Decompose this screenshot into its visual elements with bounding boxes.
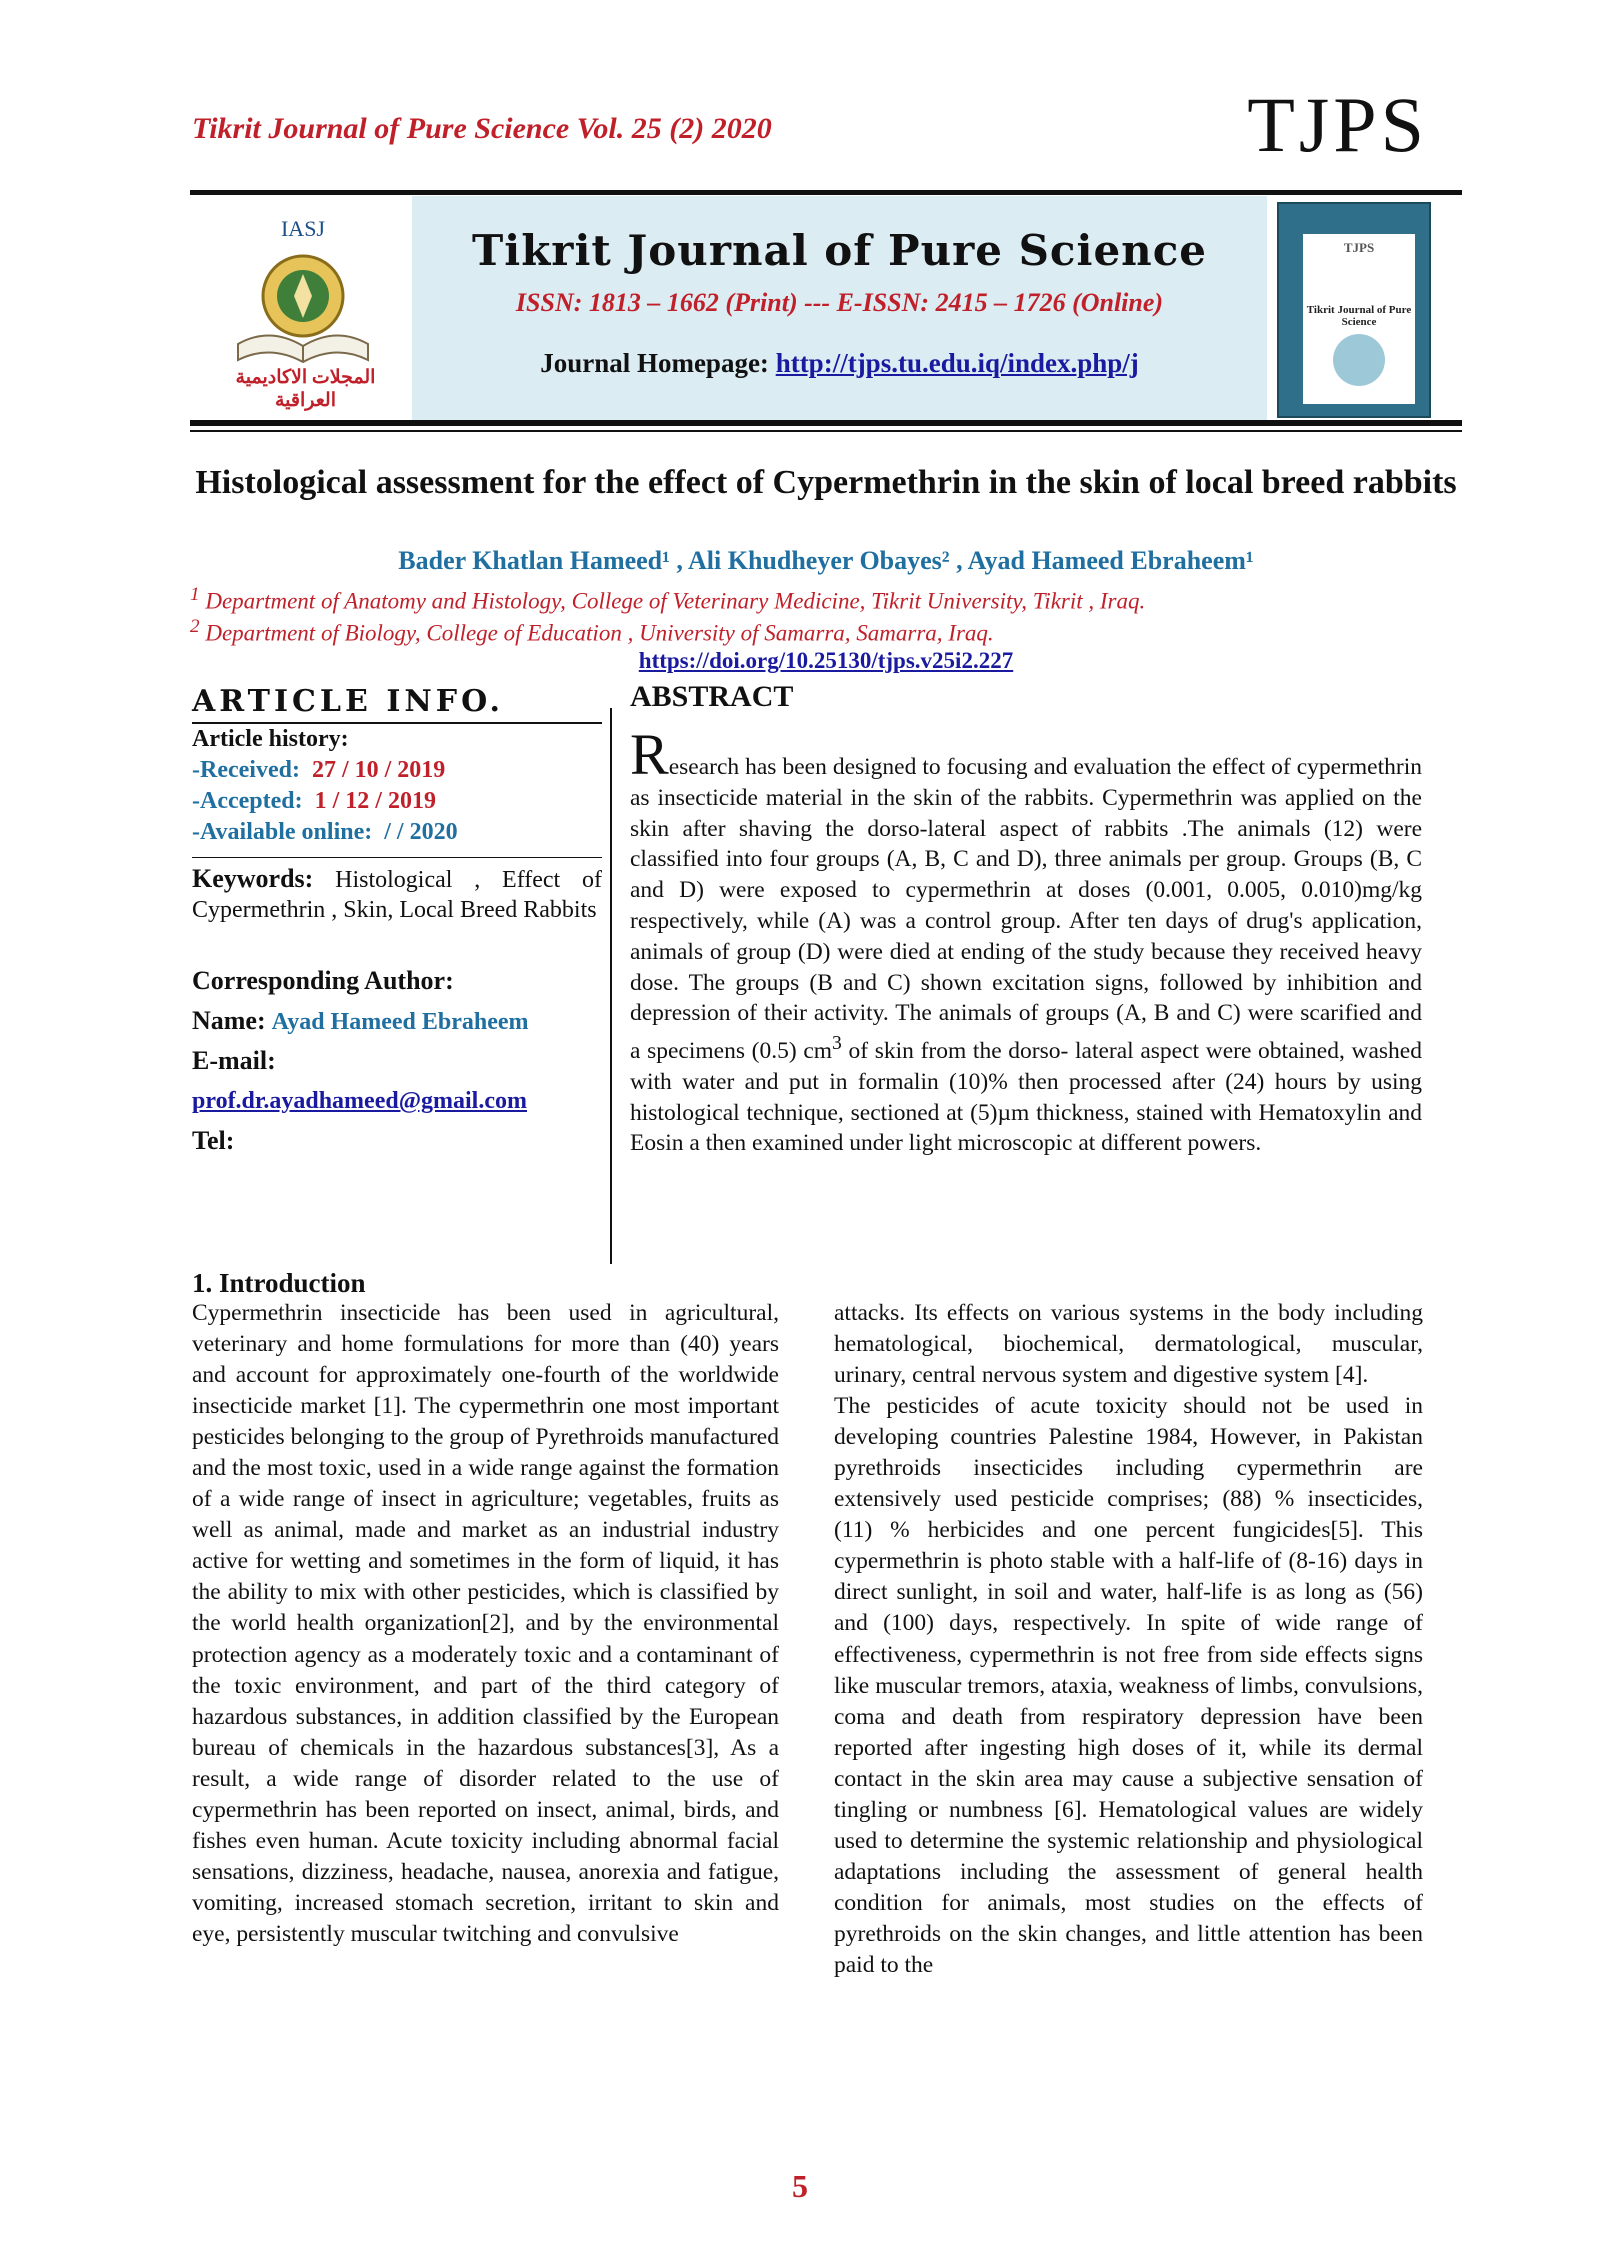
history-divider [192,857,602,858]
corresponding-author-label: Corresponding Author: [192,966,454,995]
abstract-dropcap: R [630,722,669,787]
journal-homepage [412,348,1267,379]
article-info-rule [192,722,602,724]
banner-center [412,196,1267,422]
cover-image [1277,202,1431,418]
introduction-column-2 [834,1298,1423,1981]
journal-name: Tikrit Journal of Pure Science [472,226,1207,275]
issn-line: ISSN: 1813 – 1662 (Print) --- E-ISSN: 2415 – 1726 (Online) [515,288,1164,317]
affiliation-1: $^1$ Department of Anatomy and Histology, College of Veterinary Medicine, Tikrit University, Tikrit , Iraq. [190,584,1146,614]
banner-bottom-thin-rule [190,430,1462,432]
book-emblem-icon [208,234,398,384]
paragraph: The pesticides of acute toxicity should not be used in developing countries Palestine 1984, However, in Pakistan pyrethroids insecticides including cypermethrin are extensively used pesticide comprises; (88) % insecticides, (11) % herbicides and one percent fungicides[5]. This cypermethrin is photo stable with a half-life of (8-16) days in direct sunlight, in soil and water, half-life is as long as (56) and (100) days, respectively. In spite of wide range of effectiveness, cypermethrin is not free from side effects signs like muscular tremors, ataxia, weakness of limbs, convulsions, coma and death from respiratory depression have been reported after ingesting high doses of it, while its dermal contact in the skin area may cause a subjective sensation of tingling or numbness [6]. Hematological values are widely used to determine the systemic relationship and physiological adaptations including the assessment of general health condition for animals, most studies on the effects of pyrethroids on the skin changes, and little attention has been paid to the [834,1393,1423,1978]
journal-abbrev: TJPS [1247,81,1428,168]
column-divider [610,708,612,1264]
author-list: Bader Khatlan Hameed¹ , Ali Khudheyer Obayes² , Ayad Hameed Ebraheem¹ [398,546,1254,575]
accepted-date: -Accepted: 1 / 12 / 2019 [192,788,436,814]
iasj-logo [208,216,398,412]
introduction-column-1: Cypermethrin insecticide has been used in agricultural, veterinary and home formulations for more than (40) years and account for approximately one-fourth of the worldwide insecticide market [1]. The cypermethrin one most important pesticides belonging to the group of Pyrethroids manufactured and the most toxic, used in a wide range against the formation of a wide range of insect in agriculture; vegetables, fruits as well as animal, made and market as an industrial industry active for wetting and sometimes in the form of liquid, it has the ability to mix with other pesticides, which is classified by the world health organization[2], and by the environmental protection agency as a moderately toxic and a contaminant of the toxic environment, and part of the third category of hazardous substances, in addition classified by the European bureau of chemicals in the hazardous substances[3], As a result, a wide range of disorder related to the use of cypermethrin has been reported on insect, animal, birds, and fishes even human. Acute toxicity including abnormal facial sensations, dizziness, headache, nausea, anorexia and fatigue, vomiting, increased stomach secretion, irritant to skin and eye, persistently muscular twitching and convulsive [192,1300,779,1947]
author-name: Name: Ayad Hameed Ebraheem [192,1006,529,1035]
doi-link[interactable]: https://doi.org/10.25130/tjps.v25i2.227 [638,648,1014,673]
doi [190,648,1462,674]
received-date: -Received: 27 / 10 / 2019 [192,757,446,783]
page-number: 5 [792,2168,808,2204]
email-link[interactable]: prof.dr.ayadhameed@gmail.com [192,1088,527,1114]
journal-cover [1267,196,1462,422]
iasj-logo-text: IASJ [280,216,325,241]
iasj-logo-area [190,196,412,422]
homepage-link[interactable]: http://tjps.tu.edu.iq/index.php/j [775,348,1139,378]
email-label: E-mail: [192,1046,276,1075]
abstract-heading: ABSTRACT [630,680,794,713]
article-history: Article history: -Received: 27 / 10 / 2019 -Accepted: 1 / 12 / 2019 -Available online: / / 2020 [192,726,602,846]
tel-label: Tel: [192,1126,235,1155]
cover-emblem-icon [1333,334,1385,386]
top-rule [190,190,1462,195]
iasj-arabic-name: المجلات الاكاديمية العراقية [235,367,376,411]
banner-bottom-rule [190,420,1462,426]
affiliation-2: $^2$ Department of Biology, College of Education , University of Samarra, Samarra, Iraq. [190,616,994,646]
article-info-heading: ARTICLE INFO. [192,684,504,719]
cover-title: TJPS [1343,240,1375,255]
keywords: Keywords: Histological , Effect of Cypermethrin , Skin, Local Breed Rabbits [192,864,602,923]
paragraph: attacks. Its effects on various systems in the body including hematological, biochemical, dermatological, muscular, urinary, central nervous system and digestive system [4]. [834,1300,1423,1389]
article-title: Histological assessment for the effect of Cypermethrin in the skin of local breed rabbits [195,464,1457,501]
author-email [192,1088,602,1115]
online-date: -Available online: / / 2020 [192,819,458,845]
journal-banner [190,196,1462,422]
running-title: Tikrit Journal of Pure Science Vol. 25 (2) 2020 [192,112,772,145]
abstract-text: Research has been designed to focusing and evaluation the effect of cypermethrin as insecticide material in the skin of the rabbits. Cypermethrin was applied on the skin after shaving the dorso-lateral aspect of rabbits .The animals (12) were classified into four groups (A, B, C and D), three animals per group. Groups (B, C and D) were exposed to cypermethrin at doses (0.001, 0.005, 0.010)mg/kg respectively, while (A) was a control group. After ten days of drug's application, animals of group (D) were died at ending of the study because they received heavy dose. The groups (B and C) shown excitation signs, followed by inhibition and depression of their activity. The animals of groups (A, B and C) were scarified and a specimens (0.5) $cm^3$ of skin from the dorso- lateral aspect were obtained, washed with water and put in formalin (10)% then processed after (24) hours by using histological technique, sectioned at (5)µm thickness, stained with Hematoxylin and Eosin a then examined under light microscopic at different powers. [630,722,1422,1157]
introduction-heading: 1. Introduction [192,1268,366,1298]
cover-name: Tikrit Journal of Pure Science [1306,304,1412,328]
homepage-label: Journal Homepage: [540,348,776,378]
